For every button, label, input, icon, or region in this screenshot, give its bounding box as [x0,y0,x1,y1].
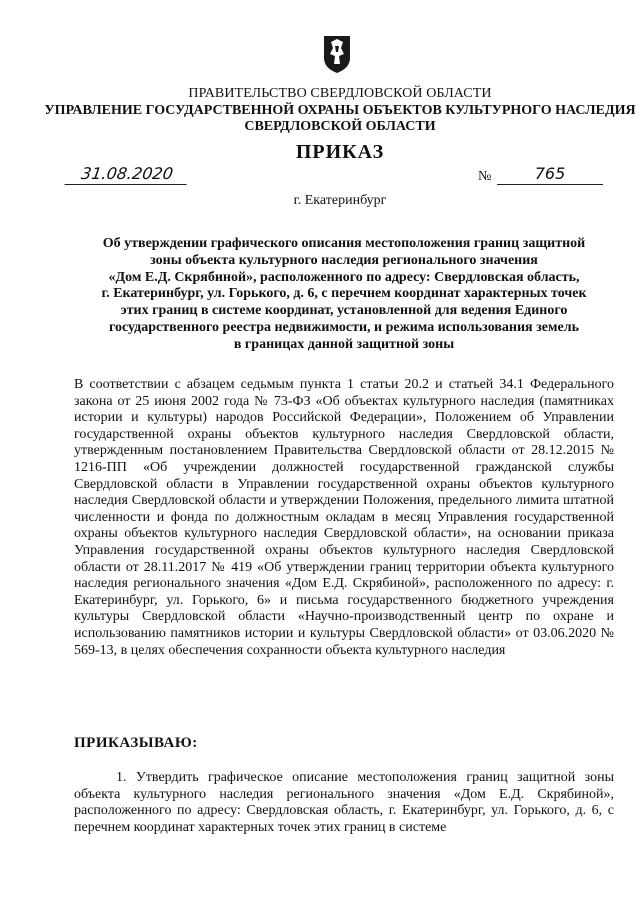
title-line: «Дом Е.Д. Скрябиной», расположенного по адресу: Свердловская область, [108,269,580,285]
order-word: ПРИКАЗЫВАЮ: [74,735,198,751]
order-date: 31.08.2020 [65,164,190,185]
department-name [0,103,640,135]
title-line: Об утверждении графического описания местоположения границ защитной [102,236,586,251]
document-type: ПРИКАЗ [295,141,385,163]
order-number-label: № [478,169,492,184]
city: г. Екатеринбург [293,193,387,208]
title-line: зоны объекта культурного наследия регионального значения [150,252,538,268]
preamble [74,377,614,659]
department-name-line-1: УПРАВЛЕНИЕ ГОСУДАРСТВЕННОЙ ОХРАНЫ ОБЪЕКТОВ КУЛЬТУРНОГО НАСЛЕДИЯ [44,103,636,118]
preamble-paragraph: В соответствии с абзацем седьмым пункта 1 статьи 20.2 и статьей 34.1 Федерального закона от 25 июня 2002 года № 73-ФЗ «Об объектах культурного наследия (памятниках истории и культуры) народов Российской Федерации», Положением об Управлении государственной охраны объектов культурного наследия Свердловской области, утвержденным постановлением Правительства Свердловской области от 28.12.2015 № 1216-ПП «Об учреждении должностей государственной гражданской службы Свердловской области в Управлении государственной охраны объектов культурного наследия Свердловской области и утверждении Положения, предельного лимита штатной численности и фонда по должностным окладам в месяц Управления государственной охраны объектов культурного наследия Свердловской области», на основании приказа Управления государственной охраны объектов культурного наследия Свердловской области от 28.11.2017 № 419 «Об утверждении границ территории объекта культурного наследия регионального значения «Дом Е.Д. Скрябиной», расположенного по адресу: г. Екатеринбург, ул. Горького, 6» и письма государственного бюджетного учреждения культуры Свердловской области «Научно-производственный центр по охране и использованию памятников истории и культуры Свердловской области» от 03.06.2020 № 569-13, в целях обеспечения сохранности объекта культурного наследия [74,377,614,658]
order-item-1-text: 1. Утвердить графическое описание местоположения границ защитной зоны объекта культурного наследия регионального значения «Дом Е.Д. Скрябиной», расположенного по адресу: Свердловская область, г. Екатеринбург, ул. Горького, д. 6, с перечнем координат характерных точек этих границ в системе [74,770,614,835]
coat-of-arms-emblem [322,34,352,74]
title-line: государственного реестра недвижимости, и режима использования земель [109,319,579,335]
department-name-line-2: СВЕРДЛОВСКОЙ ОБЛАСТИ [244,119,436,134]
order-item-1 [74,770,614,836]
government-name: ПРАВИТЕЛЬСТВО СВЕРДЛОВСКОЙ ОБЛАСТИ [188,86,492,101]
order-title [74,236,614,354]
title-line: в границах данной защитной зоны [233,336,455,352]
title-line: г. Екатеринбург, ул. Горького, д. 6, с перечнем координат характерных точек [101,286,587,302]
title-line: этих границ в системе координат, установленной для ведения Единого [120,303,568,319]
order-number: 765 [497,164,603,185]
